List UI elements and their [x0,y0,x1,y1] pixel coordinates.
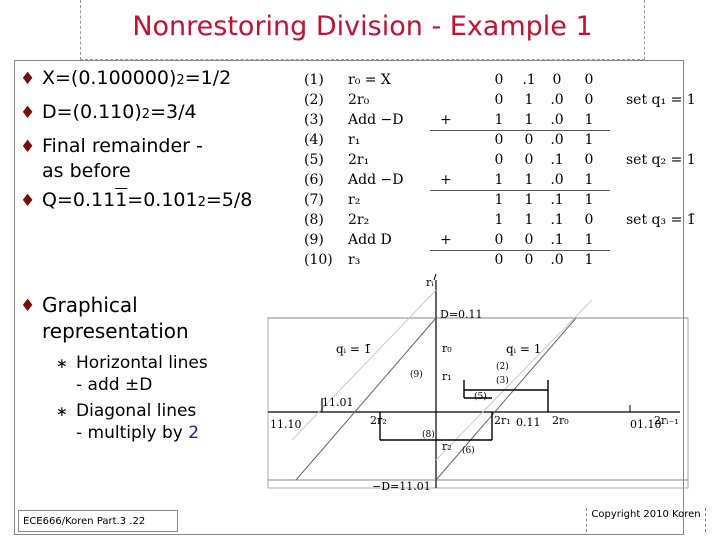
bullet-graphical: ♦ Graphical representation [20,293,189,343]
row-bit: 1 [584,252,594,268]
bullet-list [18,66,308,215]
bullet-q: ♦ Q=0.111=0.1012=5/8 [18,188,308,215]
diamond-bullet-icon: ♦ [20,296,36,316]
row-expression: r₁ [348,132,361,148]
row-plus-sign: + [440,172,452,188]
row-bit: 1 [494,212,504,228]
sum-line [430,250,610,251]
row-bit: 1 [524,92,534,108]
asterisk-bullet-icon: ∗ [56,356,68,372]
sub-bullet-horizontal: ∗ Horizontal lines - add ±D [56,353,208,395]
row-bit: 0 [584,152,594,168]
row-bit: 0 [524,132,534,148]
r0-label: r₀ [442,342,452,355]
row-bit: 0 [494,252,504,268]
row-bit: .1 [522,72,536,88]
row-bit: 1 [584,172,594,188]
row-number: (4) [304,132,324,148]
table-row [300,252,710,272]
asterisk-bullet-icon: ∗ [56,404,68,420]
row-bit: 0 [494,92,504,108]
diagonal-guide-left [292,290,436,440]
row-bit: 0 [584,92,594,108]
x-0-11-label: 0.11 [516,416,541,429]
sum-line [430,130,610,131]
x-axis-label: 2rᵢ₋₁ [654,414,679,427]
table-row [300,112,710,132]
row-bit: .1 [550,232,564,248]
row-bit: 1 [584,132,594,148]
row-number: (8) [304,212,324,228]
row-note: set q₂ = 1 [626,152,696,168]
row-bit: 0 [494,152,504,168]
step-6-label: (6) [462,446,475,456]
q-pos-label: qᵢ = 1 [506,342,542,356]
row-bit: 1 [584,112,594,128]
row-bit: .0 [550,92,564,108]
row-number: (6) [304,172,324,188]
row-expression: 2r₀ [348,92,370,108]
row-bit: 0 [584,72,594,88]
row-bit: 1 [584,232,594,248]
bullet-final-remainder: ♦ Final remainder - as before [20,135,203,182]
bullet-x: ♦ X=(0.100000)2=1/2 [18,66,308,93]
row-bit: .0 [550,172,564,188]
diamond-bullet-icon: ♦ [20,103,36,123]
r2-label: r₂ [442,440,452,453]
row-bit: 0 [524,252,534,268]
row-bit: 0 [552,72,562,88]
row-expression: 2r₁ [348,152,370,168]
row-expression: r₃ [348,252,361,268]
diamond-bullet-icon: ♦ [20,69,36,89]
2r2-label: 2r₂ [370,414,387,427]
row-number: (1) [304,72,324,88]
d-neg-label: −D=11.01 [372,480,431,493]
row-expression: Add −D [348,172,404,188]
footer-copyright: Copyright 2010 Koren [586,508,706,532]
table-row [300,92,710,112]
row-note: set q₁ = 1 [626,92,696,108]
row-bit: 1 [524,192,534,208]
row-bit: 1 [494,112,504,128]
bullet-d: ♦ D=(0.110)2=3/4 [18,100,308,127]
row-number: (10) [304,252,333,268]
table-row [300,212,710,232]
x-right-label: 01.10 [630,418,662,431]
r1-label: r₁ [442,370,452,383]
graphical-bullets [18,292,278,444]
row-plus-sign: + [440,112,452,128]
table-row [300,192,710,212]
row-number: (3) [304,112,324,128]
row-bit: 0 [494,72,504,88]
division-table [300,68,710,272]
row-bit: .0 [550,112,564,128]
table-row [300,232,710,252]
table-row [300,72,710,92]
row-bit: 1 [524,172,534,188]
row-number: (2) [304,92,324,108]
y-axis-arrow [434,274,436,280]
sum-line [430,190,610,191]
x-left-label: 11.10 [270,418,302,431]
2r0-label: 2r₀ [552,414,569,427]
row-bit: 1 [584,192,594,208]
diamond-bullet-icon: ♦ [20,137,36,157]
q-neg-label: qᵢ = 1̄ [336,342,372,356]
row-expression: r₂ [348,192,361,208]
row-bit: 0 [494,132,504,148]
row-bit: 1 [494,192,504,208]
row-bit: .0 [550,252,564,268]
graphical-diagram [262,270,702,496]
row-bit: 1 [524,212,534,228]
row-bit: 0 [584,212,594,228]
x-11-01-label: 11.01 [322,396,354,409]
row-bit: 0 [524,152,534,168]
row-number: (7) [304,192,324,208]
row-bit: .0 [550,132,564,148]
row-bit: 0 [494,232,504,248]
table-row [300,132,710,152]
row-expression: Add D [348,232,392,248]
row-bit: .1 [550,152,564,168]
row-expression: 2r₂ [348,212,370,228]
diagram-svg [262,270,702,496]
step-9-label: (9) [410,370,423,380]
row-bit: 1 [494,172,504,188]
step-8-label: (8) [422,430,435,440]
row-note: set q₃ = 1̄ [626,212,696,228]
diagonal-guide-right [436,300,592,460]
row-number: (9) [304,232,324,248]
sub-bullet-diagonal: ∗ Diagonal lines - multiply by 2 [56,401,200,443]
row-bit: 1 [524,112,534,128]
d-pos-label: D=0.11 [440,308,483,321]
row-expression: r₀ = X [348,72,391,88]
row-bit: .1 [550,192,564,208]
slide-title: Nonrestoring Division - Example 1 [80,0,645,60]
footer-course-label: ECE666/Koren Part.3 .22 [18,510,178,532]
step-5-label: (5) [474,392,487,402]
2r1-label: 2r₁ [494,414,511,427]
y-axis-label: rᵢ [426,276,434,289]
step-3-label: (3) [496,376,509,386]
table-row [300,172,710,192]
row-bit: 0 [524,232,534,248]
step-2-label: (2) [496,362,509,372]
diamond-bullet-icon: ♦ [20,191,36,211]
row-expression: Add −D [348,112,404,128]
row-bit: .1 [550,212,564,228]
row-plus-sign: + [440,232,452,248]
row-number: (5) [304,152,324,168]
table-row [300,152,710,172]
